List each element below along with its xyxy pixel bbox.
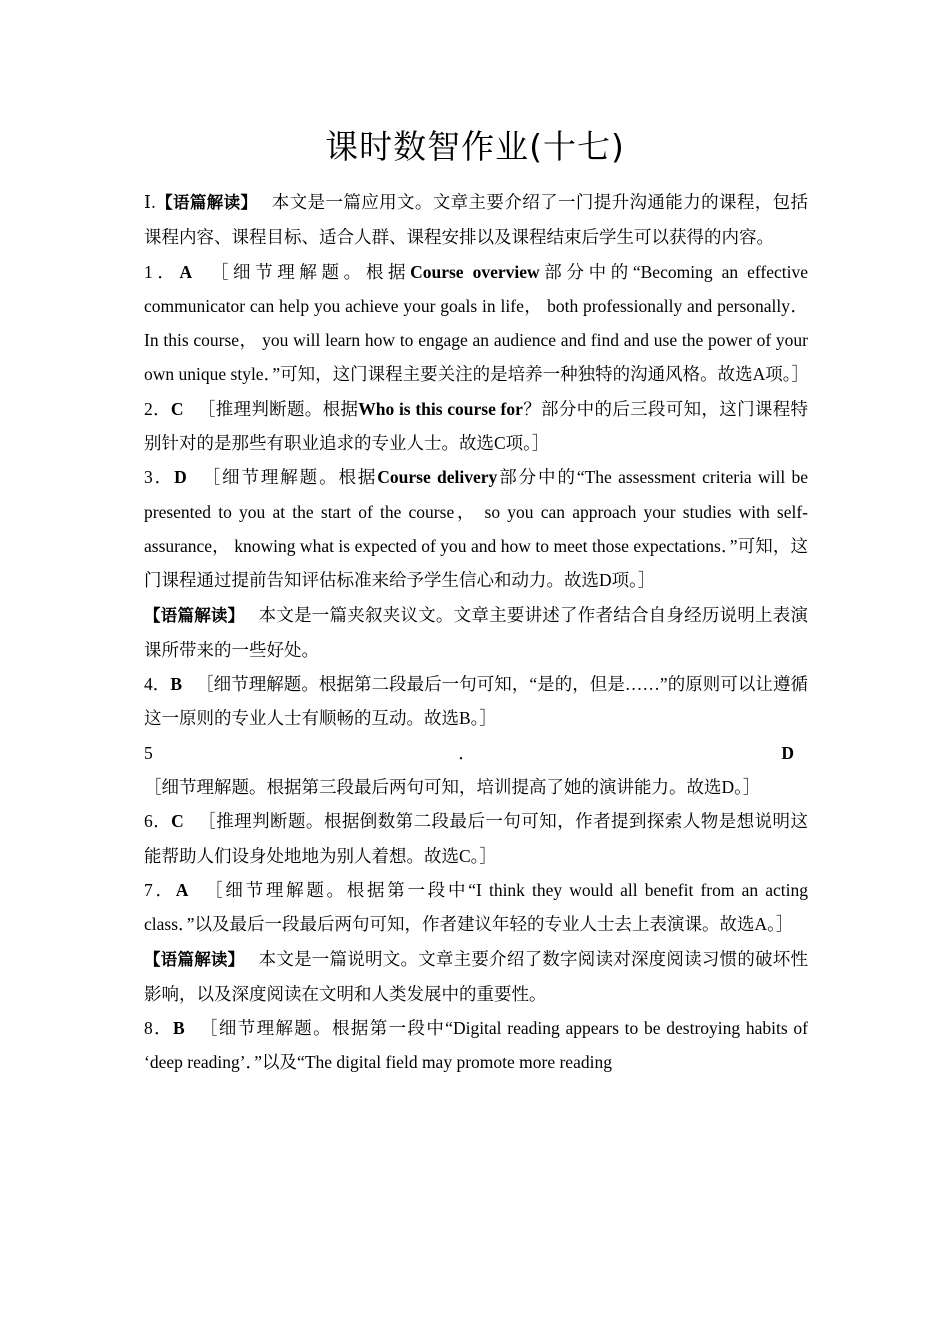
answer-item-2: 2．C ［推理判断题。根据Who is this course for？部分中的后三段可知，这门课程特别针对的是那些有职业追求的专业人士。故选C项。］ (144, 398, 809, 454)
answer-item-7: 7．A ［细节理解题。根据第一段中“I think they would all benefit from an acting class．”以及最后一段最后两句可知，作者建议年轻的专业人士去上表演课。故选A。］ (144, 879, 808, 935)
reading-intro-1 (144, 185, 808, 255)
answer-item-3: 3．D ［细节理解题。根据Course delivery部分中的“The assessment criteria will be presented to you at the start of the course， so you can approach your studies with self-assurance， knowing what is expected of you and how to meet those expectations．”可知，这门课程通过提前告知评估标准来给予学生信心和动力。故选D项。］ (144, 467, 809, 591)
answer-letter: B (170, 674, 183, 695)
answer-letter: B (172, 1018, 185, 1039)
answer-item-1: 1．A ［细节理解题。根据Course overview部分中的“Becoming an effective communicator can help you achieve your goals in life， both professionally and personally． In this course， you will learn how to engage an audience and find and use the power of your own unique style．”可知，这门课程主要关注的是培养一种独特的沟通风格。故选A项。］ (144, 261, 809, 385)
section-reference: Who is this course for (358, 398, 523, 419)
reading-label: 【语篇解读】 (155, 193, 258, 212)
answer-letter: D (781, 742, 794, 763)
page-title: 课时数智作业(十七) (325, 127, 625, 166)
reading-text: 本文是一篇夹叙夹议文。文章主要讲述了作者结合自身经历说明上表演课所带来的一些好处。 (144, 604, 809, 660)
answer-item-8: 8．B ［细节理解题。根据第一段中“Digital reading appears to be destroying habits of ‘deep reading’．”以及“The digital field may promote more reading (144, 1018, 808, 1073)
reading-intro-3 (144, 942, 808, 1012)
answer-letter: C (171, 811, 184, 832)
reading-text: 本文是一篇说明文。文章主要介绍了数字阅读对深度阅读习惯的破坏性影响，以及深度阅读在文明和人类发展中的重要性。 (144, 948, 809, 1004)
answer-letter: A (179, 261, 193, 282)
answer-item-5: 5．D［细节理解题。根据第三段最后两句可知，培训提高了她的演讲能力。故选D。］ (144, 742, 794, 798)
section-reference: Course overview (410, 261, 540, 282)
section-reference: Course delivery (377, 467, 498, 488)
reading-intro-2 (144, 598, 808, 668)
answer-letter: D (174, 467, 187, 488)
reading-text: 本文是一篇应用文。文章主要介绍了一门提升沟通能力的课程，包括课程内容、课程目标、适合人群、课程安排以及课程结束后学生可以获得的内容。 (144, 192, 809, 248)
answer-item-4: 4．B ［细节理解题。根据第二段最后一句可知，“是的，但是……”的原则可以让遵循这一原则的专业人士有顺畅的互动。故选B。］ (144, 674, 808, 729)
answer-letter: A (175, 879, 189, 900)
section-roman: Ⅰ. (144, 192, 156, 212)
answer-item-6: 6．C ［推理判断题。根据倒数第二段最后一句可知，作者提到探索人物是想说明这能帮助人们设身处地地为别人着想。故选C。］ (144, 811, 809, 866)
reading-label: 【语篇解读】 (144, 605, 245, 625)
reading-label: 【语篇解读】 (144, 949, 245, 969)
answer-content (144, 185, 808, 1080)
answer-letter: C (170, 398, 184, 419)
